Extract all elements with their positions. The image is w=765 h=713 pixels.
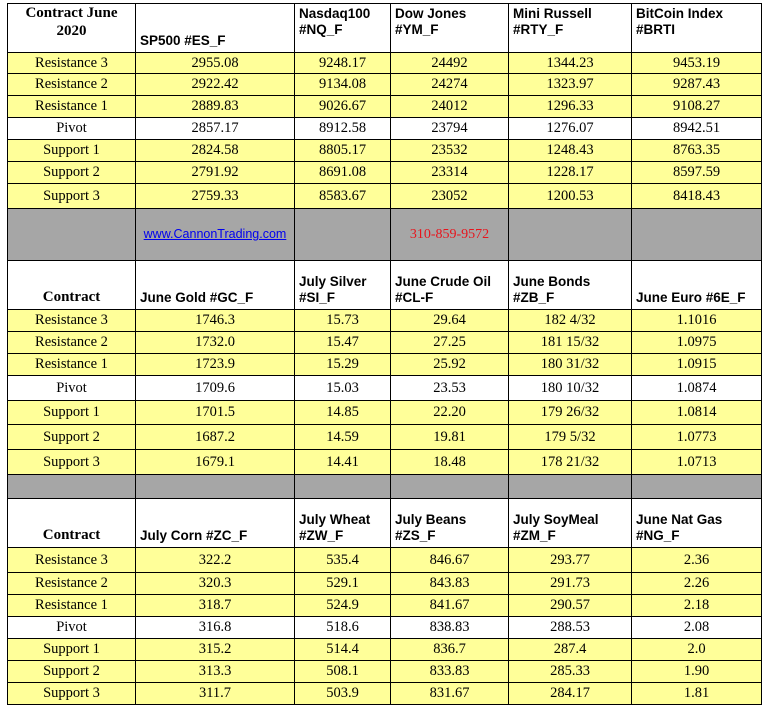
column-header-june-bonds-zb-f: June Bonds #ZB_F [509,261,632,310]
column-header-july-silver-si-f: July Silver #SI_F [295,261,391,310]
level-value: 181 15/32 [509,332,632,354]
column-header-july-wheat-zw-f: July Wheat #ZW_F [295,499,391,548]
column-header-dow-jones-ym-f: Dow Jones #YM_F [391,4,509,53]
level-value: 284.17 [509,683,632,705]
level-value: 1.0975 [632,332,762,354]
level-value: 2922.42 [136,74,295,96]
level-value: 14.59 [295,425,391,450]
column-header-july-soymeal-zm-f: July SoyMeal #ZM_F [509,499,632,548]
level-value: 1701.5 [136,401,295,425]
level-value: 8763.35 [632,140,762,162]
level-value: 1679.1 [136,450,295,475]
level-value: 1.0814 [632,401,762,425]
level-label-support-1: Support 1 [8,140,136,162]
level-value: 313.3 [136,661,295,683]
level-value: 14.41 [295,450,391,475]
level-value: 514.4 [295,639,391,661]
level-value: 8597.59 [632,162,762,184]
level-value: 27.25 [391,332,509,354]
phone-number: 310-859-9572 [409,227,490,242]
level-value: 2.36 [632,548,762,573]
level-label-resistance-1: Resistance 1 [8,354,136,376]
phone-cell [391,209,509,261]
level-value: 1.81 [632,683,762,705]
level-label-resistance-2: Resistance 2 [8,74,136,96]
level-value: 15.03 [295,376,391,401]
level-value: 846.67 [391,548,509,573]
level-value: 23532 [391,140,509,162]
level-value: 15.73 [295,310,391,332]
level-value: 535.4 [295,548,391,573]
column-header-june-crude-oil-cl-f: June Crude Oil #CL-F [391,261,509,310]
column-header-mini-russell-rty-f: Mini Russell #RTY_F [509,4,632,53]
level-value: 9453.19 [632,53,762,74]
section-2-header-row [8,261,762,310]
level-value: 503.9 [295,683,391,705]
level-label-resistance-3: Resistance 3 [8,548,136,573]
level-value: 182 4/32 [509,310,632,332]
level-value: 15.29 [295,354,391,376]
level-value: 836.7 [391,639,509,661]
separator-cell [295,475,391,499]
separator-cell [632,209,762,261]
level-value: 524.9 [295,595,391,617]
level-value: 180 31/32 [509,354,632,376]
level-value: 9287.43 [632,74,762,96]
separator-bar [8,209,762,261]
level-value: 311.7 [136,683,295,705]
level-value: 18.48 [391,450,509,475]
level-value: 293.77 [509,548,632,573]
level-value: 22.20 [391,401,509,425]
column-header-june-nat-gas-ng-f: June Nat Gas #NG_F [632,499,762,548]
column-header-sp500-es-f: SP500 #ES_F [136,4,295,53]
table-row [8,376,762,401]
website-link[interactable]: www.CannonTrading.com [143,227,287,241]
table-row [8,184,762,209]
separator-cell [136,475,295,499]
level-value: 24492 [391,53,509,74]
level-label-support-2: Support 2 [8,661,136,683]
level-label-pivot: Pivot [8,118,136,140]
level-value: 25.92 [391,354,509,376]
section-3-header-row [8,499,762,548]
table-row [8,140,762,162]
level-value: 2955.08 [136,53,295,74]
column-header-july-beans-zs-f: July Beans #ZS_F [391,499,509,548]
level-value: 1746.3 [136,310,295,332]
contract-header-label: Contract [8,499,136,548]
table-row [8,425,762,450]
level-value: 14.85 [295,401,391,425]
level-value: 179 26/32 [509,401,632,425]
level-label-support-2: Support 2 [8,425,136,450]
separator-cell [391,475,509,499]
level-value: 1296.33 [509,96,632,118]
table-row [8,74,762,96]
table-row [8,661,762,683]
level-value: 1248.43 [509,140,632,162]
level-value: 2.18 [632,595,762,617]
table-row [8,548,762,573]
level-value: 1344.23 [509,53,632,74]
level-value: 1.0915 [632,354,762,376]
level-value: 2.0 [632,639,762,661]
level-value: 2.26 [632,573,762,595]
separator-bar [8,475,762,499]
website-cell [136,209,295,261]
level-value: 2791.92 [136,162,295,184]
level-value: 1.90 [632,661,762,683]
separator-cell [295,209,391,261]
table-row [8,573,762,595]
level-value: 180 10/32 [509,376,632,401]
level-label-pivot: Pivot [8,376,136,401]
separator-cell [509,209,632,261]
table-row [8,53,762,74]
level-value: 179 5/32 [509,425,632,450]
level-label-resistance-3: Resistance 3 [8,53,136,74]
separator-cell [8,475,136,499]
level-value: 831.67 [391,683,509,705]
level-value: 1709.6 [136,376,295,401]
level-value: 23.53 [391,376,509,401]
level-value: 833.83 [391,661,509,683]
level-value: 23314 [391,162,509,184]
level-value: 287.4 [509,639,632,661]
level-value: 529.1 [295,573,391,595]
level-label-support-2: Support 2 [8,162,136,184]
level-value: 1732.0 [136,332,295,354]
level-value: 1323.97 [509,74,632,96]
level-value: 1.0874 [632,376,762,401]
level-label-support-3: Support 3 [8,450,136,475]
level-value: 1200.53 [509,184,632,209]
level-value: 518.6 [295,617,391,639]
level-value: 318.7 [136,595,295,617]
level-value: 1228.17 [509,162,632,184]
level-value: 291.73 [509,573,632,595]
level-value: 320.3 [136,573,295,595]
level-value: 1687.2 [136,425,295,450]
column-header-nasdaq100-nq-f: Nasdaq100 #NQ_F [295,4,391,53]
level-label-resistance-2: Resistance 2 [8,573,136,595]
level-value: 23052 [391,184,509,209]
level-value: 290.57 [509,595,632,617]
table-row [8,332,762,354]
pivot-levels-table [7,3,762,705]
level-value: 322.2 [136,548,295,573]
level-label-support-1: Support 1 [8,401,136,425]
level-value: 1.1016 [632,310,762,332]
level-value: 178 21/32 [509,450,632,475]
table-row [8,310,762,332]
table-row [8,639,762,661]
level-value: 288.53 [509,617,632,639]
level-label-support-3: Support 3 [8,683,136,705]
level-value: 2759.33 [136,184,295,209]
level-value: 1723.9 [136,354,295,376]
contract-header-label: Contract [8,261,136,310]
level-label-support-3: Support 3 [8,184,136,209]
table-row [8,450,762,475]
table-row [8,354,762,376]
level-value: 2.08 [632,617,762,639]
level-label-support-1: Support 1 [8,639,136,661]
column-header-bitcoin-index-brti: BitCoin Index #BRTI [632,4,762,53]
level-value: 316.8 [136,617,295,639]
level-value: 285.33 [509,661,632,683]
table-body [8,4,762,705]
level-label-pivot: Pivot [8,617,136,639]
column-header-june-euro-6e-f: June Euro #6E_F [632,261,762,310]
level-value: 2889.83 [136,96,295,118]
level-value: 508.1 [295,661,391,683]
separator-cell [509,475,632,499]
table-row [8,162,762,184]
level-value: 24274 [391,74,509,96]
level-value: 9108.27 [632,96,762,118]
level-value: 8912.58 [295,118,391,140]
level-value: 1276.07 [509,118,632,140]
level-value: 2857.17 [136,118,295,140]
level-value: 8805.17 [295,140,391,162]
separator-cell [632,475,762,499]
level-value: 8942.51 [632,118,762,140]
level-value: 1.0713 [632,450,762,475]
level-value: 15.47 [295,332,391,354]
section-1-header-row [8,4,762,53]
level-value: 9134.08 [295,74,391,96]
separator-cell [8,209,136,261]
column-header-july-corn-zc-f: July Corn #ZC_F [136,499,295,548]
level-value: 841.67 [391,595,509,617]
table-row [8,617,762,639]
level-value: 315.2 [136,639,295,661]
level-value: 8418.43 [632,184,762,209]
level-value: 9248.17 [295,53,391,74]
table-row [8,118,762,140]
level-label-resistance-1: Resistance 1 [8,96,136,118]
level-label-resistance-1: Resistance 1 [8,595,136,617]
level-value: 24012 [391,96,509,118]
table-row [8,595,762,617]
table-row [8,683,762,705]
level-value: 2824.58 [136,140,295,162]
table-row [8,401,762,425]
level-value: 843.83 [391,573,509,595]
level-value: 19.81 [391,425,509,450]
level-label-resistance-3: Resistance 3 [8,310,136,332]
column-header-june-gold-gc-f: June Gold #GC_F [136,261,295,310]
level-value: 838.83 [391,617,509,639]
level-value: 23794 [391,118,509,140]
level-value: 1.0773 [632,425,762,450]
level-value: 8583.67 [295,184,391,209]
level-value: 9026.67 [295,96,391,118]
level-label-resistance-2: Resistance 2 [8,332,136,354]
contract-header-label: Contract June 2020 [8,4,136,53]
level-value: 29.64 [391,310,509,332]
level-value: 8691.08 [295,162,391,184]
table-row [8,96,762,118]
